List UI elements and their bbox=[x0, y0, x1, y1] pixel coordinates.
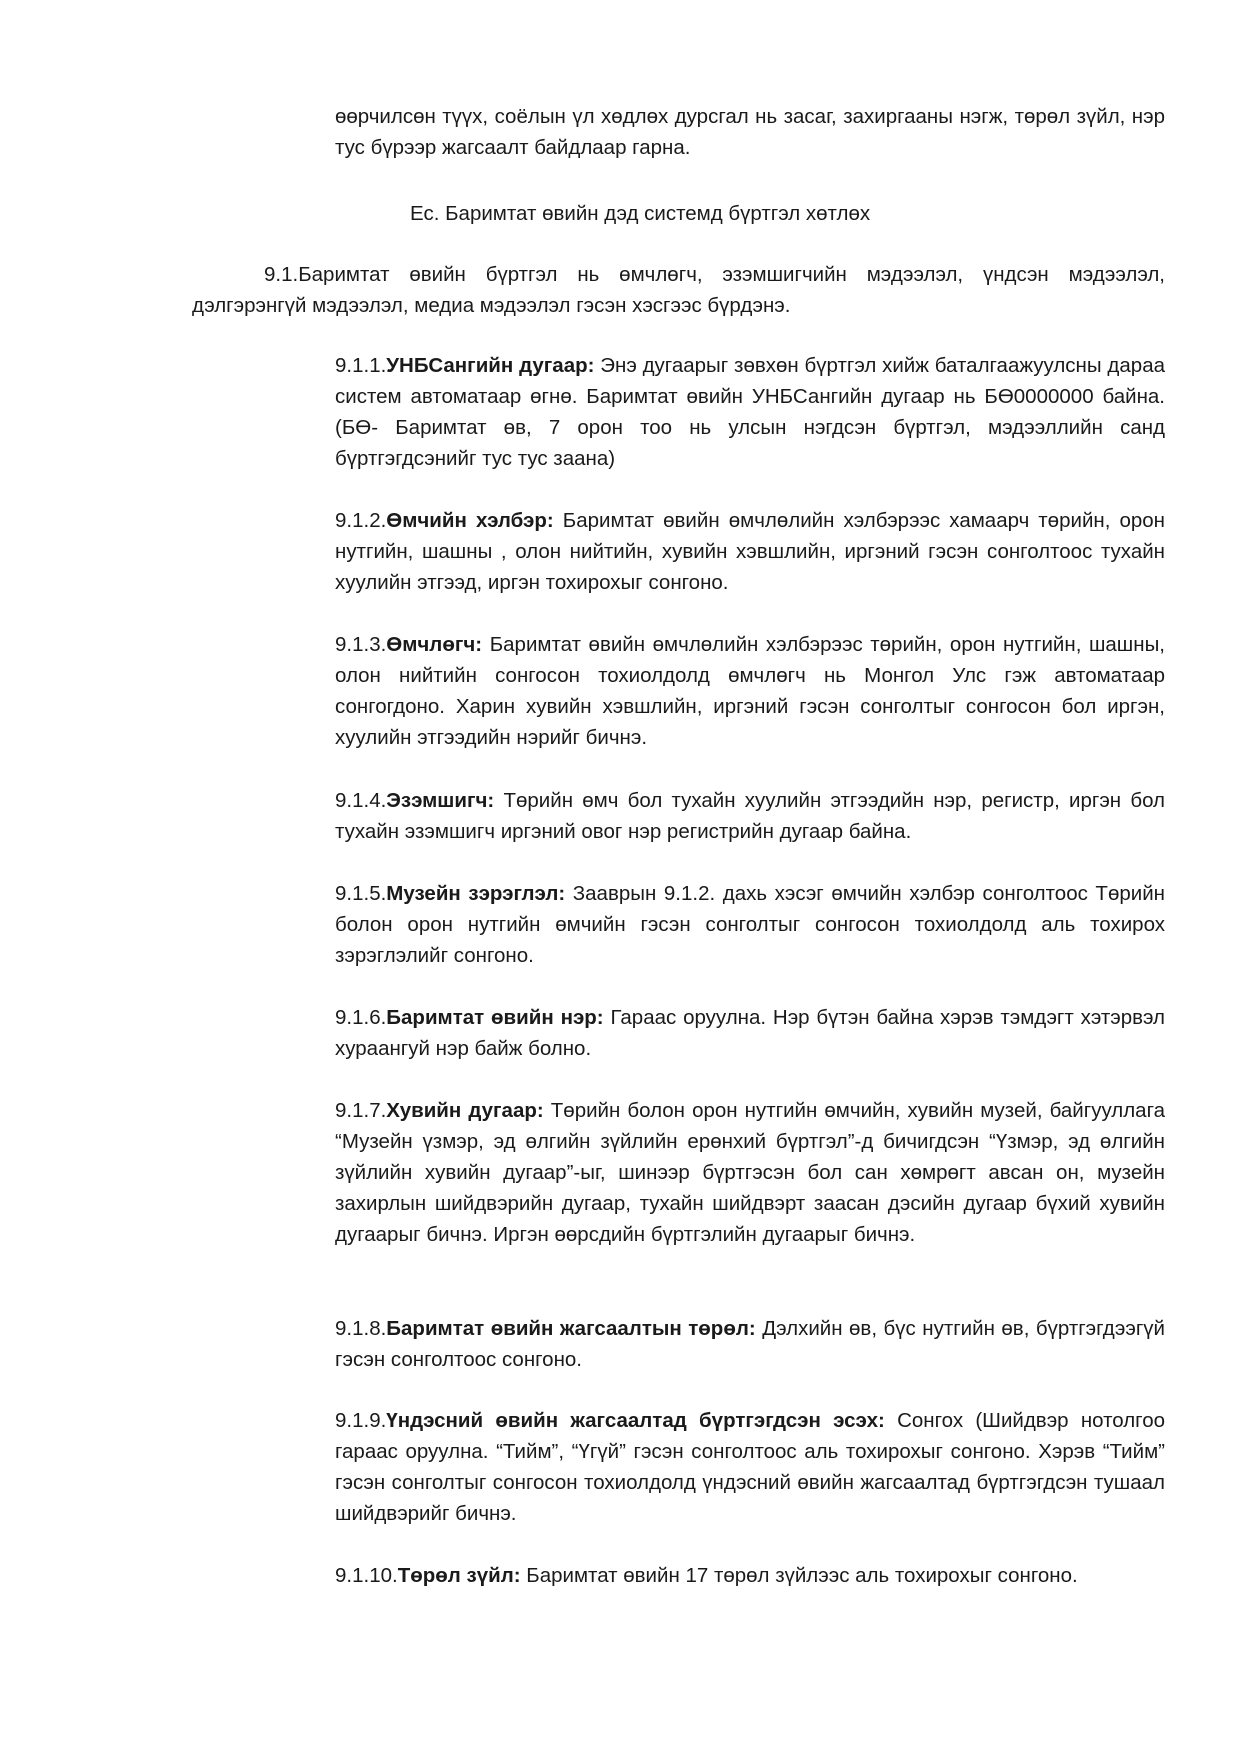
item-number: 9.1.4. bbox=[335, 789, 387, 812]
item-text: Гараас оруулна. Нэр бүтэн байна хэрэв тэмдэгт хэтэрвэл хураангуй нэр байж болно. bbox=[335, 1006, 1166, 1060]
item-text: Баримтат өвийн өмчлөлийн хэлбэрээс хамаарч төрийн, орон нутгийн, шашны , олон нийтийн, хувийн хэвшлийн, иргэний гэсэн сонголтоос тухайн хуулийн этгээд, иргэн тохирохыг сонгоно. bbox=[335, 509, 1165, 594]
item-term: Баримтат өвийн жагсаалтын төрөл: bbox=[386, 1317, 756, 1340]
item-text: Сонгох (Шийдвэр нотолгоо гараас оруулна. “Тийм”, “Үгүй” гэсэн сонголтоос аль тохирохыг сонгоно. Хэрэв “Тийм” гэсэн сонголтыг сонгосон тохиолдолд үндэсний өвийн жагсаалтад бүртгэгдсэн тушаал шийдвэрийг бичнэ. bbox=[335, 1409, 1165, 1525]
item-number: 9.1.2. bbox=[335, 509, 387, 532]
section-heading: Ес. Баримтат өвийн дэд системд бүртгэл хөтлөх bbox=[410, 202, 871, 225]
item-term: Өмчлөгч: bbox=[386, 633, 483, 656]
item-text: Баримтат өвийн 17 төрөл зүйлээс аль тохирохыг сонгоно. bbox=[520, 1564, 1078, 1587]
item-9-1-1 bbox=[335, 350, 1165, 474]
item-9-1-2 bbox=[335, 505, 1165, 598]
item-9-1-3 bbox=[335, 629, 1165, 753]
item-term: Эзэмшигч: bbox=[386, 789, 495, 812]
paragraph-9-1: 9.1.Баримтат өвийн бүртгэл нь өмчлөгч, эзэмшигчийн мэдээлэл, үндсэн мэдээлэл, дэлгэрэнгүй мэдээлэл, медиа мэдээлэл гэсэн хэсгээс бүрдэнэ. bbox=[192, 263, 1165, 317]
item-number: 9.1.6. bbox=[335, 1006, 387, 1029]
item-term: Хувийн дугаар: bbox=[386, 1099, 544, 1122]
item-term: Төрөл зүйл: bbox=[397, 1564, 521, 1587]
item-term: Баримтат өвийн нэр: bbox=[386, 1006, 604, 1029]
item-number: 9.1.9. bbox=[335, 1409, 387, 1432]
item-text: Дэлхийн өв, бүс нутгийн өв, бүртгэгдээгүй гэсэн сонголтоос сонгоно. bbox=[335, 1317, 1165, 1371]
item-number: 9.1.10. bbox=[335, 1564, 398, 1587]
item-9-1-10 bbox=[335, 1560, 1165, 1591]
item-number: 9.1.5. bbox=[335, 882, 387, 905]
item-term: УНБСангийн дугаар: bbox=[386, 354, 595, 377]
item-text: Төрийн болон орон нутгийн өмчийн, хувийн музей, байгууллага “Музейн үзмэр, эд өлгийн зүйлийн ерөнхий бүртгэл”-д бичигдсэн “Үзмэр, эд өлгийн зүйлийн хувийн дугаар”-ыг, шинээр бүртгэсэн бол сан хөмрөгт авсан он, музейн захирлын шийдвэрийн дугаар, тухайн шийдвэрт заасан дэсийн дугаар бүхий хувийн дугаарыг бичнэ. Иргэн өөрсдийн бүртгэлийн дугаарыг бичнэ. bbox=[335, 1099, 1165, 1246]
item-text: Төрийн өмч бол тухайн хуулийн этгээдийн нэр, регистр, иргэн бол тухайн эзэмшигч иргэний овог нэр регистрийн дугаар байна. bbox=[335, 789, 1165, 843]
item-text: Зааврын 9.1.2. дахь хэсэг өмчийн хэлбэр сонголтоос Төрийн болон орон нутгийн өмчийн гэсэн сонголтыг сонгосон тохиолдолд аль тохирох зэрэглэлийг сонгоно. bbox=[335, 882, 1165, 967]
item-term: Музейн зэрэглэл: bbox=[386, 882, 566, 905]
item-text: Баримтат өвийн өмчлөлийн хэлбэрээс төрийн, орон нутгийн, шашны, олон нийтийн сонгосон тохиолдолд өмчлөгч нь Монгол Улс гэж автоматаар сонгогдоно. Харин хувийн хэвшлийн, иргэний гэсэн сонголтыг сонгосон бол иргэн, хуулийн этгээдийн нэрийг бичнэ. bbox=[335, 633, 1165, 749]
intro-paragraph: өөрчилсөн түүх, соёлын үл хөдлөх дурсгал нь засаг, захиргааны нэгж, төрөл зүйл, нэр тус бүрээр жагсаалт байдлаар гарна. bbox=[335, 105, 1165, 159]
item-9-1-7 bbox=[335, 1095, 1165, 1250]
item-term: Үндэсний өвийн жагсаалтад бүртгэгдсэн эсэх: bbox=[386, 1409, 885, 1432]
item-9-1-8 bbox=[335, 1313, 1165, 1375]
item-9-1-9 bbox=[335, 1405, 1165, 1529]
item-number: 9.1.3. bbox=[335, 633, 387, 656]
item-number: 9.1.7. bbox=[335, 1099, 387, 1122]
item-9-1-4 bbox=[335, 785, 1165, 847]
item-9-1-5 bbox=[335, 878, 1165, 971]
item-number: 9.1.8. bbox=[335, 1317, 387, 1340]
item-9-1-6 bbox=[335, 1002, 1165, 1064]
item-term: Өмчийн хэлбэр: bbox=[386, 509, 554, 532]
item-number: 9.1.1. bbox=[335, 354, 387, 377]
item-text: Энэ дугаарыг зөвхөн бүртгэл хийж баталгаажуулсны дараа систем автоматаар өгнө. Баримтат өвийн УНБСангийн дугаар нь БӨ0000000 байна.(БӨ- Баримтат өв, 7 орон тоо нь улсын нэгдсэн бүртгэл, мэдээллийн санд бүртгэгдсэнийг тус тус заана) bbox=[335, 354, 1165, 470]
